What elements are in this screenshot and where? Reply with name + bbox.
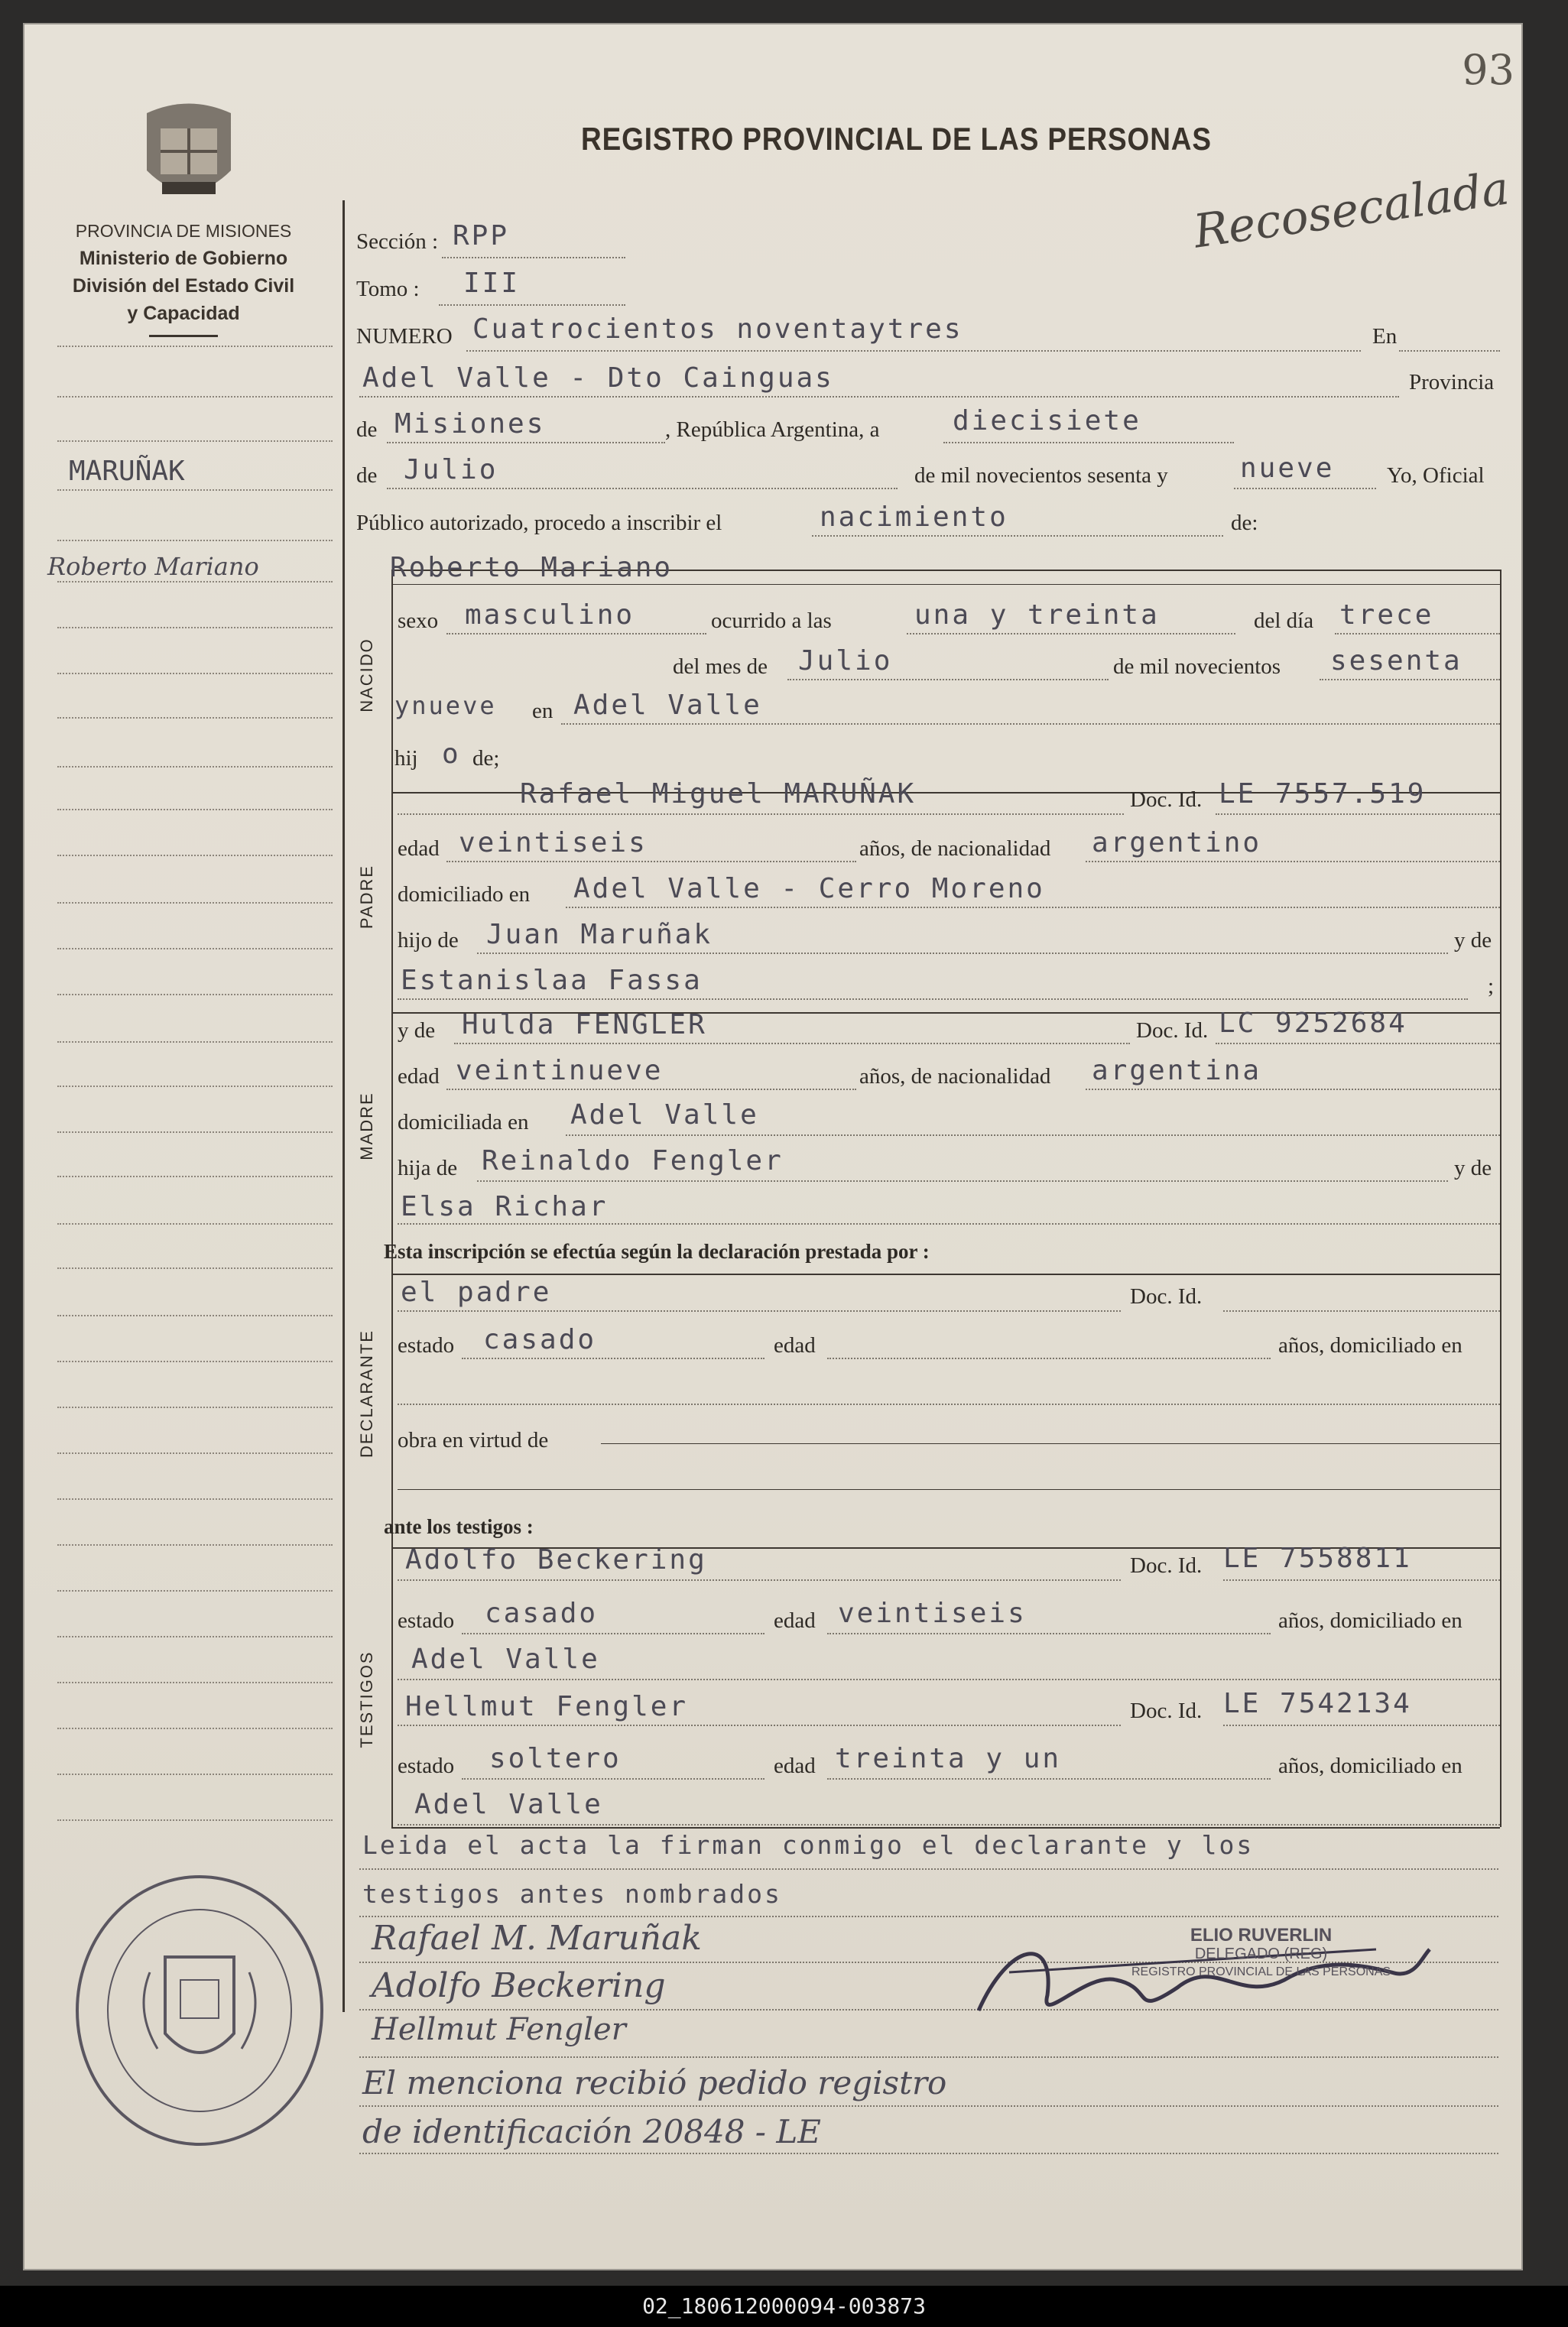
madre-mother: Elsa Richar (401, 1191, 609, 1222)
nacido-place-line (561, 723, 1500, 725)
closing-ruled-line (359, 2056, 1498, 2058)
nacido-name: Roberto Mariano (390, 552, 674, 583)
numero-value: Cuatrocientos noventaytres (472, 313, 963, 345)
month-line (387, 488, 898, 489)
declarante-estado-label: estado (398, 1333, 455, 1358)
padre-semicolon: ; (1488, 974, 1495, 998)
place-line (359, 396, 1399, 398)
signature-declarante: Rafael M. Maruñak (372, 1919, 702, 1958)
mes-value: Julio (798, 645, 893, 677)
padre-dom: Adel Valle - Cerro Moreno (573, 873, 1045, 904)
sexo-value: masculino (465, 599, 635, 631)
year-value: nueve (1240, 453, 1335, 484)
padre-doc: LE 7557.519 (1219, 778, 1427, 810)
madre-nac-label: años, de nacionalidad (859, 1064, 1051, 1089)
madre-dom-label: domiciliada en (398, 1110, 529, 1134)
tomo-label: Tomo : (356, 277, 420, 301)
madre-dom: Adel Valle (570, 1099, 759, 1131)
margin-guide-line (57, 1774, 333, 1775)
declarante-top-rule (391, 1274, 1500, 1275)
madre-father: Reinaldo Fengler (482, 1145, 784, 1176)
padre-doc-label: Doc. Id. (1130, 787, 1203, 812)
margin-guide-line (57, 440, 333, 442)
margin-guide-line (57, 1315, 333, 1316)
mes-line (787, 679, 1109, 680)
madre-edad: veintinueve (456, 1055, 664, 1086)
margin-guide-line (57, 396, 333, 398)
dia-label: del día (1254, 609, 1314, 633)
margin-guide-line (57, 346, 333, 347)
witness2-name: Hellmut Fengler (405, 1691, 689, 1722)
en-label: En (1372, 324, 1398, 349)
witness2-edad-label: edad (774, 1754, 816, 1778)
province-value: Misiones (394, 408, 546, 440)
month-value: Julio (404, 454, 498, 485)
testigos-bottom-rule (391, 1827, 1500, 1829)
closing-line-1: Leida el acta la firman conmigo el declarante y los (362, 1830, 1255, 1860)
margin-guide-line (57, 1223, 333, 1225)
padre-dom-line (566, 907, 1500, 908)
dia-line (1335, 633, 1500, 634)
nacido-name-underline (391, 584, 1500, 585)
nacido-en-label: en (532, 699, 554, 723)
padre-name-line (398, 813, 1124, 815)
signature-witness-1: Adolfo Beckering (372, 1966, 666, 2005)
witness1-edad-label: edad (774, 1608, 816, 1633)
madre-y-de-label-2: y de (1454, 1156, 1492, 1180)
file-id-footer: 02_180612000094-003873 (0, 2286, 1568, 2327)
declarante-intro: Esta inscripción se efectúa según la declaración prestada por : (384, 1240, 930, 1263)
declarante-estado-line (462, 1358, 765, 1359)
year-nacido-value-2: ynueve (394, 691, 497, 720)
year-line (1234, 488, 1376, 489)
margin-guide-line (57, 1544, 333, 1546)
madre-doc-line (1216, 1043, 1500, 1044)
padre-doc-line (1216, 813, 1500, 815)
hour-value: una y treinta (914, 599, 1160, 631)
closing-ruled-line (359, 1868, 1498, 1870)
margin-guide-line (57, 1407, 333, 1408)
madre-father-line (477, 1180, 1448, 1182)
day-line (943, 442, 1234, 443)
margin-guide-line (57, 1819, 333, 1821)
padre-nac: argentino (1092, 827, 1262, 858)
margin-guide-line (57, 902, 333, 904)
yo-oficial-label: Yo, Oficial (1387, 463, 1485, 488)
coat-of-arms-icon (139, 98, 239, 213)
act-value: nacimiento (820, 501, 1008, 533)
madre-name: Hulda FENGLER (462, 1009, 707, 1040)
witness2-estado-label: estado (398, 1754, 455, 1778)
closing-note-2: de identificación 20848 - LE (362, 2113, 821, 2150)
frame-left-line (342, 200, 345, 2012)
page-title: REGISTRO PROVINCIAL DE LAS PERSONAS (581, 121, 1212, 157)
witness1-doc-line (1223, 1579, 1500, 1581)
padre-father: Juan Maruñak (486, 919, 713, 950)
witness1-anios-label: años, domiciliado en (1278, 1608, 1462, 1633)
stamp-name: ELIO RUVERLIN (1190, 1925, 1333, 1946)
margin-guide-line (57, 1041, 333, 1043)
sexo-label: sexo (398, 609, 439, 633)
dia-value: trece (1339, 599, 1434, 631)
seccion-line (442, 257, 625, 258)
margin-guide-line (57, 809, 333, 810)
province-line (387, 442, 665, 443)
tomo-line (439, 304, 625, 306)
closing-ruled-line (359, 2105, 1498, 2107)
witness1-domicilio: Adel Valle (411, 1644, 600, 1675)
numero-line (466, 350, 1361, 352)
witness2-domicilio: Adel Valle (414, 1789, 603, 1820)
padre-father-line (477, 953, 1448, 954)
padre-edad-label: edad (398, 836, 440, 861)
de-label-3: de: (1231, 511, 1258, 535)
sexo-line (446, 633, 706, 634)
witness1-estado: casado (485, 1598, 599, 1629)
office-divider (149, 335, 218, 337)
hij-value: o (442, 738, 461, 770)
closing-ruled-line (359, 1916, 1498, 1917)
witness1-name-line (398, 1579, 1121, 1581)
stamp-title: DELEGADO (REG) (1194, 1946, 1328, 1962)
padre-edad-line (446, 861, 856, 862)
publico-label: Público autorizado, procedo a inscribir el (356, 511, 722, 535)
witness2-edad-line (827, 1778, 1271, 1780)
closing-line-2: testigos antes nombrados (362, 1879, 782, 1909)
witness2-name-line (398, 1725, 1121, 1726)
mes-label: del mes de (673, 654, 768, 679)
margin-guide-line (57, 766, 333, 768)
margin-guide-line (57, 948, 333, 949)
nacido-place: Adel Valle (573, 690, 762, 721)
de-label: de (356, 417, 378, 442)
year-nacido-value: sesenta (1330, 645, 1462, 677)
padre-mother-line (398, 998, 1468, 1000)
witness1-edad-line (827, 1633, 1271, 1634)
seccion-label: Sección : (356, 229, 439, 254)
madre-edad-line (446, 1089, 856, 1090)
place-value: Adel Valle - Dto Cainguas (362, 362, 834, 394)
margin-guide-line (57, 540, 333, 541)
de-label-2: de (356, 463, 378, 488)
madre-hija-label: hija de (398, 1156, 458, 1180)
seccion-value: RPP (453, 220, 510, 252)
witness2-doc: LE 7542134 (1223, 1688, 1412, 1719)
hij-label: hij (394, 746, 418, 771)
margin-guide-line (57, 1452, 333, 1454)
padre-y-de-label: y de (1454, 928, 1492, 953)
margin-guide-line (57, 1728, 333, 1729)
numero-label: NUMERO (356, 324, 453, 349)
margin-guide-line (57, 1086, 333, 1087)
madre-y-de-label: y de (398, 1018, 436, 1043)
witness2-anios-label: años, domiciliado en (1278, 1754, 1462, 1778)
margin-guide-line (57, 581, 333, 583)
madre-side-label: MADRE (357, 1092, 376, 1160)
testigos-side-label: TESTIGOS (357, 1650, 376, 1748)
witness2-edad: treinta y un (835, 1743, 1062, 1774)
margin-guide-line (57, 1267, 333, 1269)
frame-right-line (1500, 570, 1501, 1827)
margin-guide-line (57, 627, 333, 628)
signature-witness-2: Hellmut Fengler (372, 2012, 626, 2047)
witness1-name: Adolfo Beckering (405, 1544, 707, 1576)
margin-guide-line (57, 994, 333, 995)
office-line-3: División del Estado Civil (72, 275, 295, 297)
stamp-office: REGISTRO PROVINCIAL DE LAS PERSONAS (1131, 1965, 1391, 1978)
declarante-name: el padre (401, 1277, 552, 1308)
declarante-edad-label: edad (774, 1333, 816, 1358)
madre-doc-label: Doc. Id. (1136, 1018, 1209, 1043)
year-label: de mil novecientos sesenta y (914, 463, 1168, 488)
obra-label: obra en virtud de (398, 1428, 549, 1452)
republica-label: , República Argentina, a (665, 417, 880, 442)
madre-mother-line (398, 1223, 1500, 1225)
declarante-doc-label: Doc. Id. (1130, 1284, 1203, 1309)
margin-guide-line (57, 1361, 333, 1362)
testigos-intro: ante los testigos : (384, 1515, 534, 1538)
hij-de-label: de; (472, 746, 500, 771)
office-line-2: Ministerio de Gobierno (79, 248, 288, 269)
witness2-doc-label: Doc. Id. (1130, 1699, 1203, 1723)
mil-line (1320, 679, 1500, 680)
witness1-estado-line (462, 1633, 765, 1634)
madre-nac: argentina (1092, 1055, 1262, 1086)
witness1-edad: veintiseis (838, 1598, 1027, 1629)
closing-note-1: El menciona recibió pedido registro (362, 2064, 947, 2101)
witness2-doc-line (1223, 1725, 1500, 1726)
en-line (1399, 350, 1500, 352)
witness1-dom-line (398, 1679, 1500, 1680)
margin-guide-line (57, 1176, 333, 1177)
madre-nac-line (1086, 1089, 1500, 1090)
office-line-4: y Capacidad (127, 303, 240, 324)
padre-dom-label: domiciliado en (398, 882, 531, 907)
ocurrido-label: ocurrido a las (711, 609, 832, 633)
margin-guide-line (57, 489, 333, 491)
declarante-domicilio-line (398, 1404, 1500, 1405)
witness2-estado: soltero (489, 1743, 622, 1774)
nacido-side-label: NACIDO (357, 638, 376, 712)
witness2-estado-line (462, 1778, 765, 1780)
margin-surname: MARUÑAK (69, 456, 185, 487)
witness1-estado-label: estado (398, 1608, 455, 1633)
declarante-name-line (398, 1310, 1121, 1312)
witness1-doc-label: Doc. Id. (1130, 1553, 1203, 1578)
mil-label: de mil novecientos (1113, 654, 1281, 679)
declarante-estado: casado (483, 1324, 597, 1355)
provincia-label: Provincia (1409, 370, 1495, 394)
official-seal-icon (66, 1865, 333, 2156)
madre-dom-line (566, 1134, 1500, 1136)
margin-given-names: Roberto Mariano (47, 552, 259, 581)
day-value: diecisiete (953, 405, 1141, 437)
closing-ruled-line (359, 2153, 1498, 2154)
officer-stamp (1131, 1926, 1391, 1981)
obra-line-2 (398, 1489, 1500, 1490)
padre-edad: veintiseis (459, 827, 648, 858)
witness2-dom-line (398, 1824, 1500, 1826)
folio-number: 93 (1462, 46, 1514, 94)
margin-guide-line (57, 1636, 333, 1637)
padre-mother: Estanislaa Fassa (401, 965, 703, 996)
declarante-edad-line (827, 1358, 1271, 1359)
witness1-doc: LE 7558811 (1223, 1543, 1412, 1574)
padre-hijo-label: hijo de (398, 928, 459, 953)
tomo-value: III (463, 268, 521, 299)
padre-name: Rafael Miguel MARUÑAK (520, 778, 917, 810)
madre-doc: LC 9252684 (1219, 1008, 1407, 1039)
padre-nac-label: años, de nacionalidad (859, 836, 1051, 861)
hour-line (907, 633, 1235, 634)
office-line-1: PROVINCIA DE MISIONES (75, 221, 292, 241)
top-stamp: Recosecalada (1190, 161, 1513, 259)
office-heading (31, 217, 336, 337)
margin-guide-line (57, 673, 333, 674)
margin-guide-line (57, 1131, 333, 1133)
declarante-doc-line (1223, 1310, 1500, 1312)
margin-guide-line (57, 1590, 333, 1592)
obra-line (601, 1443, 1500, 1444)
margin-guide-line (57, 855, 333, 856)
madre-edad-label: edad (398, 1064, 440, 1089)
margin-guide-line (57, 1682, 333, 1683)
padre-side-label: PADRE (357, 864, 376, 930)
madre-name-line (454, 1043, 1130, 1044)
margin-guide-line (57, 1498, 333, 1500)
margin-guide-line (57, 717, 333, 719)
declarante-anios-label: años, domiciliado en (1278, 1333, 1462, 1358)
declarante-side-label: DECLARANTE (357, 1329, 376, 1458)
act-line (812, 535, 1223, 537)
section-divider-line (391, 570, 393, 1827)
padre-nac-line (1086, 861, 1500, 862)
